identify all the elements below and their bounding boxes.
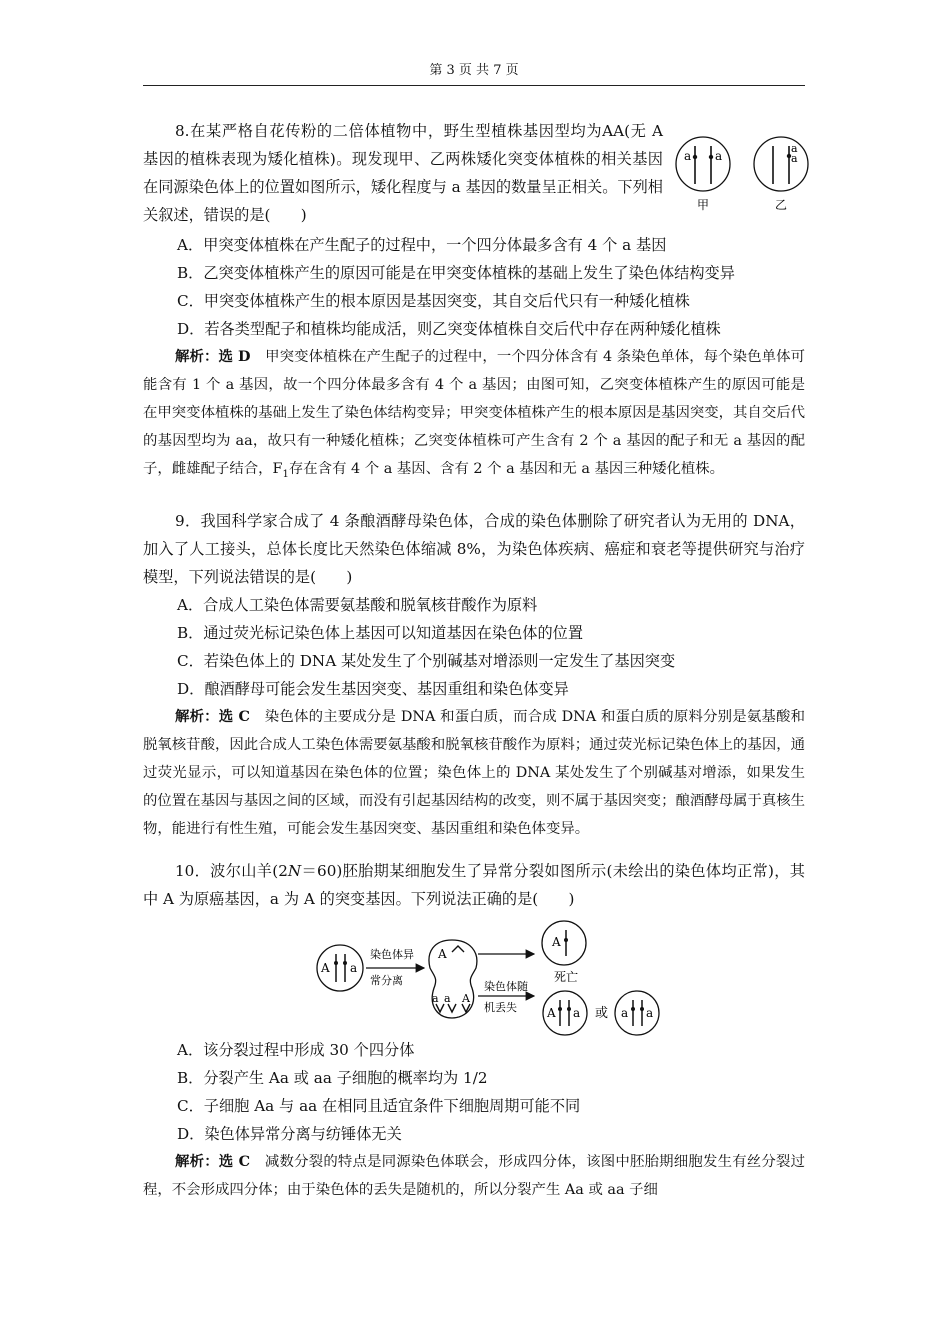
q10-option-c: C．子细胞 Aa 与 aa 在相同且适宜条件下细胞周期可能不同 — [177, 1097, 581, 1115]
q8-option-a: A．甲突变体植株在产生配子的过程中，一个四分体最多含有 4 个 a 基因 — [177, 236, 667, 254]
q8-explanation-subscript: 1 — [282, 468, 289, 480]
or-label: 或 — [595, 1006, 609, 1021]
q9-option-a: A．合成人工染色体需要氨基酸和脱氧核苷酸作为原料 — [177, 596, 538, 614]
chromosome — [452, 946, 464, 952]
cell-label-yi: 乙 — [775, 198, 788, 212]
step1-label-line1: 染色体异 — [370, 948, 414, 961]
centromere — [334, 961, 338, 965]
q10-explanation — [143, 1148, 805, 1204]
q9-option-c: C．若染色体上的 DNA 某处发生了个别碱基对增添则一定发生了基因突变 — [177, 652, 676, 670]
q10-explanation-lead: 解析：选 C — [175, 1153, 251, 1170]
q10-stem — [143, 857, 805, 913]
chromosome — [436, 1004, 444, 1012]
q9-stem: 9．我国科学家合成了 4 条酿酒酵母染色体，合成的染色体删除了研究者认为无用的 DNA，加入了人工接头，总体长度比天然染色体缩减 8%，为染色体疾病、癌症和衰老等提供研究与治疗模型，下列说法错误的是( ) — [143, 512, 805, 586]
header-rule — [143, 85, 805, 86]
gene-a: a — [621, 1006, 629, 1020]
q8-stem: 8.在某严格自花传粉的二倍体植物中，野生型植株基因型均为AA(无 A 基因的植株表现为矮化植株)。现发现甲、乙两株矮化突变体植株的相关基因在同源染色体上的位置如图所示，矮化程度与 a 基因的数量呈正相关。下列相关叙述，错误的是( ) — [143, 122, 663, 224]
q8-explanation-tail: 存在含有 4 个 a 基因、含有 2 个 a 基因和无 a 基因三种矮化植株。 — [288, 461, 725, 477]
parent-cell — [317, 945, 363, 991]
daughter-cell-Aa — [543, 991, 587, 1035]
gene-a: a — [573, 1006, 581, 1020]
dying-cell — [542, 921, 586, 965]
q10-explanation-body: 减数分裂的特点是同源染色体联会，形成四分体，该图中胚胎期细胞发生有丝分裂过程，不会形成四分体；由于染色体的丢失是随机的，所以分裂产生 Aa 或 aa 子细 — [143, 1154, 805, 1198]
centromere — [343, 961, 347, 965]
q10-option-d: D．染色体异常分离与纺锤体无关 — [177, 1125, 402, 1143]
q10-option-b: B．分裂产生 Aa 或 aa 子细胞的概率均为 1/2 — [177, 1069, 488, 1087]
gene-A: A — [547, 1006, 556, 1020]
centromere — [709, 155, 713, 159]
q8-explanation — [143, 343, 805, 489]
chromosome — [448, 1004, 456, 1012]
q8-option-c: C．甲突变体植株产生的根本原因是基因突变，其自交后代只有一种矮化植株 — [177, 292, 690, 310]
step1-label-line2: 常分离 — [370, 974, 403, 987]
cell-membrane — [676, 137, 730, 191]
gene-label: a — [684, 149, 692, 163]
cell-membrane — [754, 137, 808, 191]
centromere — [564, 938, 568, 942]
centromere — [567, 1007, 571, 1011]
gene-a: a — [646, 1006, 654, 1020]
gene-a: a — [432, 992, 439, 1005]
q8-explanation-body: 甲突变体植株在产生配子的过程中，一个四分体含有 4 条染色单体，每个染色单体可能含有 1 个 a 基因，故一个四分体最多含有 4 个 a 基因；由图可知，乙突变体植株产生的原因可能是在甲突变体植株的基础上发生了染色体结构变异；甲突变体植株产生的根本原因是基因突变，其自交后代的基因型均为 aa，故只有一种矮化植株；乙突变体植株可产生含有 2 个 a 基因的配子和无 a 基因的配子，雌雄配子结合，F — [143, 349, 805, 477]
q10-option-a: A．该分裂过程中形成 30 个四分体 — [177, 1041, 415, 1059]
q9-option-d: D．酿酒酵母可能会发生基因突变、基因重组和染色体变异 — [177, 680, 569, 698]
gene-A: A — [321, 961, 330, 975]
cell-label-jia: 甲 — [697, 198, 710, 212]
q10-stem-n: N — [287, 862, 302, 880]
gene-A: A — [438, 947, 447, 961]
q8-explanation-lead: 解析：选 D — [175, 348, 251, 365]
centromere — [640, 1007, 644, 1011]
centromere — [693, 155, 697, 159]
step2-label-line2: 机丢失 — [484, 1001, 517, 1014]
q9-option-b: B．通过荧光标记染色体上基因可以知道基因在染色体的位置 — [177, 624, 584, 642]
q8-option-d: D．若各类型配子和植株均能成活，则乙突变体植株自交后代中存在两种矮化植株 — [177, 320, 721, 338]
centromere — [558, 1007, 562, 1011]
cell-jia — [676, 137, 730, 212]
gene-label: a — [791, 142, 798, 155]
dividing-cell — [429, 940, 477, 1018]
q8-figure — [670, 132, 820, 217]
cell-yi — [754, 137, 808, 212]
gene-a: a — [444, 992, 451, 1005]
q8-option-b: B．乙突变体植株产生的原因可能是在甲突变体植株的基础上发生了染色体结构变异 — [177, 264, 735, 282]
centromere — [631, 1007, 635, 1011]
q10-stem-pre: 10．波尔山羊(2 — [175, 862, 288, 880]
daughter-cell-aa — [615, 991, 659, 1035]
q10-stem-post: ＝60)胚胎期某细胞发生了异常分裂如图所示(未绘出的染色体均正常)，其中 A 为原癌基因，a 为 A 的突变基因。下列说法正确的是( ) — [143, 862, 805, 908]
q10-figure — [312, 918, 672, 1040]
cell-membrane — [542, 921, 586, 965]
gene-A: A — [552, 935, 561, 949]
gene-A: A — [462, 992, 470, 1005]
gene-label: a — [715, 149, 723, 163]
q9-explanation-body: 染色体的主要成分是 DNA 和蛋白质，而合成 DNA 和蛋白质的原料分别是氨基酸和脱氧核苷酸，因此合成人工染色体需要氨基酸和脱氧核苷酸作为原料；通过荧光标记染色体上的基因，通过荧光显示，可以知道基因在染色体的位置；染色体上的 DNA 某处发生了个别碱基对增添，如果发生的位置在基因与基因之间的区域，而没有引起基因结构的改变，则不属于基因突变；酿酒酵母属于真核生物，能进行有性生殖，可能会发生基因突变、基因重组和染色体变异。 — [143, 709, 805, 837]
gene-a: a — [350, 961, 358, 975]
page-header: 第 3 页 共 7 页 — [429, 63, 519, 78]
step2-label-line1: 染色体随 — [484, 980, 528, 993]
death-label: 死亡 — [554, 970, 579, 984]
q9-explanation — [143, 703, 805, 843]
q9-explanation-lead: 解析：选 C — [175, 708, 251, 725]
gene-label: a — [791, 152, 798, 165]
